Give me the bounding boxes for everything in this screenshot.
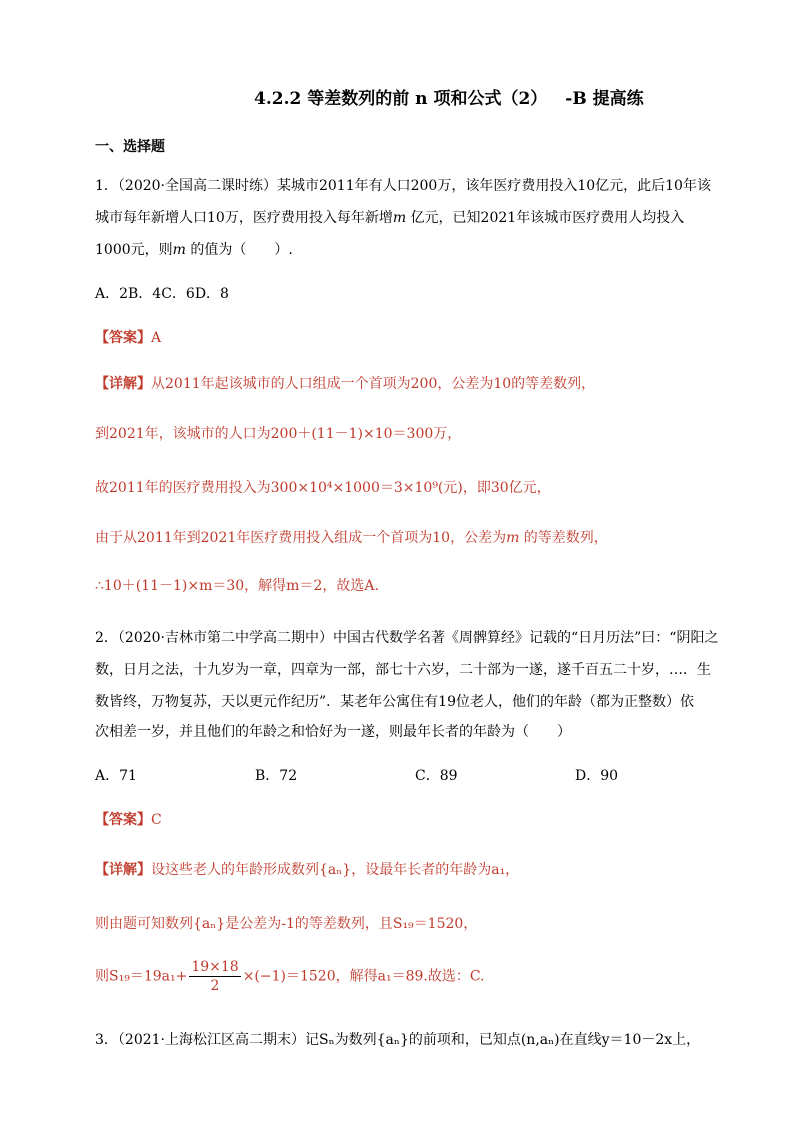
- q1-detail-line-1: [95, 374, 595, 394]
- q2-fraction-denominator: 2: [210, 978, 220, 994]
- q2-stem-line-3: 数皆终，万物复苏，天以更元作纪历”．某老年公寓住有19位老人，他们的年龄（都为正整数）依: [95, 694, 694, 710]
- q2-detail-line-3: [95, 958, 485, 995]
- q1-stem-line-1: 1．（2020·全国高二课时练）某城市2011年有人口200万，该年医疗费用投入10亿元，此后10年该: [95, 178, 711, 194]
- q2-option-d: D．90: [575, 768, 619, 784]
- q1-stem-line-2: [95, 208, 684, 228]
- q2-option-a: A．71: [95, 768, 137, 784]
- q1-detail-4a: 由于从2011年到2021年医疗费用投入组成一个首项为10，公差为: [95, 530, 507, 546]
- q1-stem-3a: 1000元，则: [95, 242, 173, 258]
- q1-detail-tag: 【详解】: [95, 376, 151, 392]
- q1-detail-1: 从2011年起该城市的人口组成一个首项为200，公差为10的等差数列，: [151, 376, 596, 392]
- q2-answer-tag: 【答案】: [95, 812, 151, 828]
- q1-answer-value: A: [151, 330, 162, 346]
- q2-detail-line-1: [95, 860, 519, 880]
- q2-stem-line-2: 数，日月之法，十九岁为一章，四章为一部，部七十六岁，二十部为一遂，遂千百五二十岁，…．生: [95, 662, 711, 678]
- q1-detail-line-5: ∴10＋(11－1)×m＝30，解得m＝2，故选A.: [95, 578, 379, 594]
- q1-detail-line-2: 到2021年，该城市的人口为200＋(11－1)×10＝300万，: [95, 426, 462, 442]
- q2-detail-3a: 则S₁₉＝19a₁+: [95, 968, 188, 985]
- q2-stem-line-1: 2．（2020·吉林市第二中学高二期中）中国古代数学名著《周髀算经》记载的“日月历法”曰：“阴阳之: [95, 630, 719, 646]
- q2-detail-tag: 【详解】: [95, 862, 151, 878]
- q2-stem-line-4: 次相差一岁，并且他们的年龄之和恰好为一遂，则最年长者的年龄为（ ）: [95, 724, 571, 740]
- q2-answer: [95, 810, 162, 830]
- q1-stem-3b: 的值为（ ）.: [185, 242, 293, 258]
- document-title: [254, 84, 644, 109]
- section-heading: 一、选择题: [95, 139, 165, 155]
- q1-var-m: m: [392, 210, 407, 226]
- q1-var-m-2: m: [172, 242, 186, 258]
- q3-stem-line-1: 3．（2021·上海松江区高二期末）记Sₙ为数列{aₙ}的前项和，已知点(n,aₙ)在直线y＝10－2x上，: [95, 1032, 701, 1048]
- q2-options: [95, 766, 735, 786]
- q1-options: A．2B．4C．6D．8: [95, 286, 229, 302]
- q2-option-b: B．72: [255, 768, 298, 784]
- q2-option-c: C．89: [415, 768, 458, 784]
- q1-detail-line-4: [95, 528, 608, 548]
- q2-answer-value: C: [151, 812, 162, 828]
- q1-answer: [95, 328, 161, 348]
- q1-stem-2b: 亿元，已知2021年该城市医疗费用人均投入: [406, 210, 685, 226]
- title-text: 4.2.2 等差数列的前 n 项和公式（2）: [254, 89, 548, 109]
- q1-detail-line-3: 故2011年的医疗费用投入为300×10⁴×1000＝3×10⁹(元)，即30亿元，: [95, 480, 551, 496]
- q2-fraction-numerator: 19×18: [191, 959, 239, 975]
- q1-stem-line-3: [95, 240, 293, 260]
- q1-detail-4b: 的等差数列，: [519, 530, 608, 546]
- q1-stem-2a: 城市每年新增人口10万，医疗费用投入每年新增: [95, 210, 393, 226]
- q2-detail-3b: ×(−1)＝1520，解得a₁＝89.故选：C.: [242, 968, 485, 985]
- q1-answer-tag: 【答案】: [95, 330, 151, 346]
- q2-fraction: [189, 958, 240, 995]
- q1-var-m-3: m: [506, 530, 520, 546]
- q2-detail-1: 设这些老人的年龄形成数列{aₙ}，设最年长者的年龄为a₁，: [151, 862, 520, 878]
- title-suffix: -B 提高练: [565, 89, 644, 109]
- q2-detail-line-2: 则由题可知数列{aₙ}是公差为-1的等差数列，且S₁₉＝1520，: [95, 916, 478, 932]
